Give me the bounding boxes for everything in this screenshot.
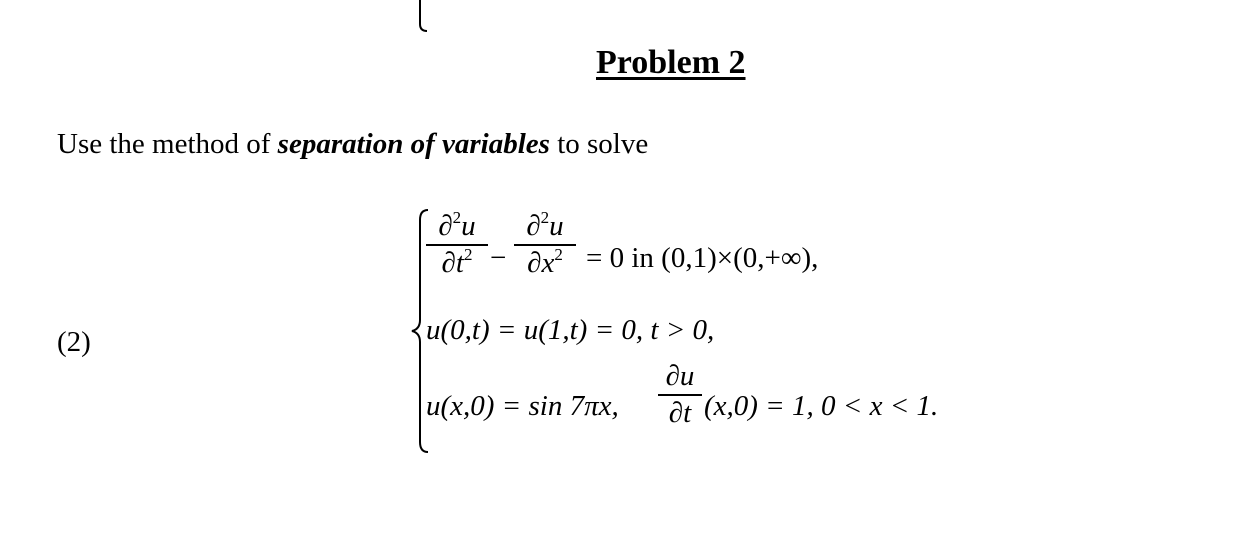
initial-condition-lhs: u(x,0) = sin 7πx,: [426, 390, 619, 422]
minus-sign: −: [490, 242, 507, 274]
statement-text-before: Use the method of: [57, 128, 278, 160]
equation-number: (2): [57, 326, 91, 358]
problem-statement: [57, 128, 648, 161]
brace-fragment-top: [418, 0, 428, 34]
problem-title: Problem 2: [596, 44, 746, 81]
d2u-dx2-fraction: ∂$^2$u $\partial x^2$: [514, 212, 576, 278]
boundary-condition: u(0,t) = u(1,t) = 0, t > 0,: [426, 314, 715, 346]
initial-condition-rhs: (x,0) = 1, 0 < x < 1.: [704, 390, 939, 422]
d2u-dt2-fraction: ∂$^2$u $\partial t^2$: [426, 212, 488, 278]
du-dt-fraction: ∂u ∂t: [658, 362, 702, 428]
equation-1-rhs: = 0 in (0,1)×(0,+∞),: [586, 242, 819, 274]
statement-text-after: to solve: [549, 128, 649, 160]
method-emphasis: separation of variables: [277, 128, 550, 160]
